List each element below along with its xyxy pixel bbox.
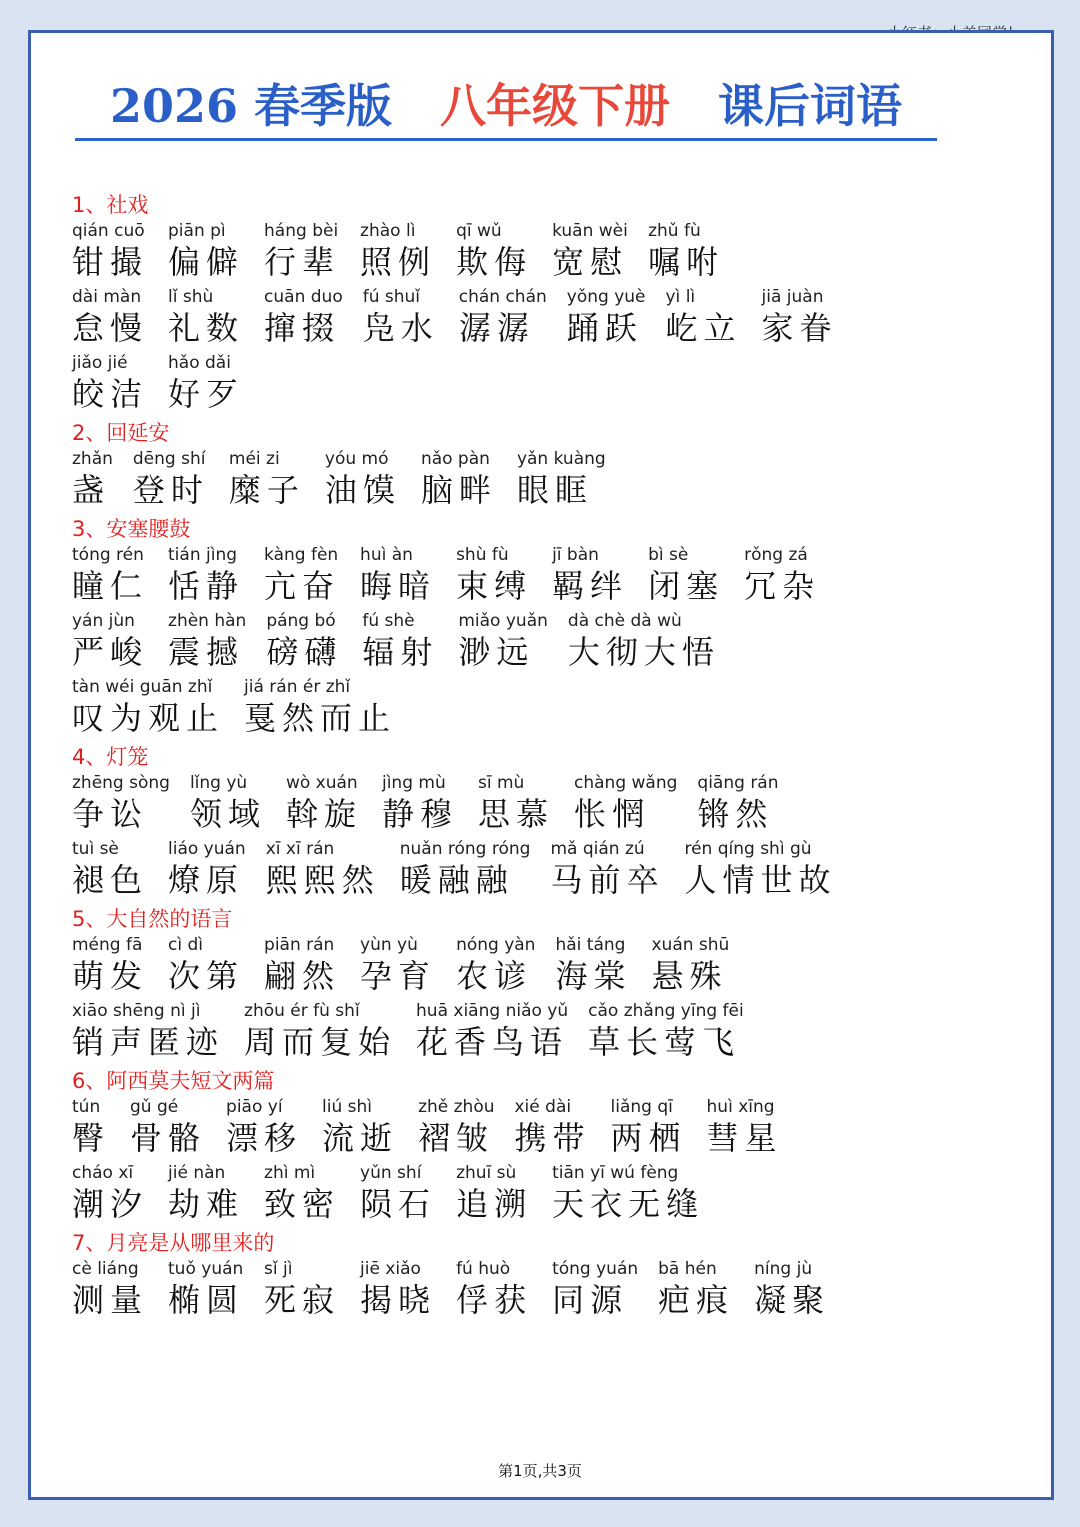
vocab-word [588, 1000, 744, 1066]
hanzi: 测量 [72, 1281, 149, 1319]
hanzi: 暖融融 [399, 861, 514, 899]
word-row [72, 772, 982, 838]
vocab-word [754, 1258, 830, 1324]
vocab-word [552, 544, 628, 610]
vocab-word [72, 676, 224, 742]
vocab-word [72, 1096, 110, 1162]
vocab-word [168, 1258, 244, 1324]
vocab-word [229, 448, 305, 514]
hanzi: 屹立 [665, 309, 742, 347]
pinyin: cháo xī [72, 1163, 134, 1183]
hanzi: 销声匿迹 [72, 1023, 225, 1061]
pinyin: cì dì [168, 935, 204, 955]
pinyin: zhě zhòu [418, 1097, 495, 1117]
hanzi: 追溯 [456, 1185, 533, 1223]
pinyin: huā xiāng niǎo yǔ [416, 1001, 569, 1021]
pinyin: tuǒ yuán [168, 1259, 244, 1279]
pinyin: liáo yuán [168, 839, 246, 859]
hanzi: 羁绊 [552, 567, 629, 605]
pinyin: fú huò [456, 1259, 511, 1279]
vocab-word [456, 220, 532, 286]
vocab-word [360, 1258, 436, 1324]
title-topic: 课后词语 [718, 79, 903, 133]
vocab-word [362, 610, 438, 676]
pinyin: gǔ gé [130, 1097, 179, 1117]
vocab-word [168, 352, 244, 418]
vocab-word [400, 838, 531, 904]
pinyin: jié nàn [168, 1163, 226, 1183]
hanzi: 凫水 [362, 309, 439, 347]
word-row [72, 1000, 982, 1066]
pinyin: zhèn hàn [168, 611, 247, 631]
pinyin: miǎo yuǎn [458, 611, 548, 631]
page-title [75, 79, 937, 141]
vocab-word [72, 1258, 148, 1324]
pinyin: jìng mù [381, 773, 446, 793]
hanzi: 骨骼 [130, 1119, 207, 1157]
vocab-word [363, 286, 439, 352]
hanzi: 周而复始 [244, 1023, 397, 1061]
hanzi: 钳撮 [72, 243, 149, 281]
hanzi: 瞳仁 [72, 567, 149, 605]
hanzi: 漂移 [226, 1119, 303, 1157]
pinyin: zhì mì [264, 1163, 316, 1183]
hanzi: 照例 [360, 243, 437, 281]
pinyin: níng jù [754, 1259, 813, 1279]
hanzi: 翩然 [264, 957, 341, 995]
pinyin: xié dài [514, 1097, 572, 1117]
word-row [72, 448, 982, 514]
hanzi: 登时 [132, 471, 209, 509]
pinyin: bā hén [658, 1259, 717, 1279]
hanzi: 家眷 [761, 309, 838, 347]
vocab-word [707, 1096, 783, 1162]
vocab-word [190, 772, 266, 838]
hanzi: 次第 [168, 957, 245, 995]
pinyin: qī wǔ [456, 221, 502, 241]
pinyin: cuān duo [264, 287, 343, 307]
hanzi: 油馍 [324, 471, 401, 509]
vocab-word [360, 934, 436, 1000]
vocab-word [72, 544, 148, 610]
section-heading: 7、月亮是从哪里来的 [72, 1231, 275, 1255]
vocab-word [762, 286, 838, 352]
hanzi: 磅礴 [266, 633, 343, 671]
word-row [72, 1258, 982, 1324]
hanzi: 眼眶 [516, 471, 593, 509]
hanzi: 撺掇 [264, 309, 341, 347]
pinyin: chán chán [458, 287, 547, 307]
hanzi: 孕育 [360, 957, 437, 995]
vocab-word [416, 1000, 568, 1066]
section-heading: 5、大自然的语言 [72, 907, 233, 931]
pinyin: tóng rén [72, 545, 144, 565]
vocab-word [456, 1258, 532, 1324]
hanzi: 渺远 [458, 633, 535, 671]
hanzi: 好歹 [168, 375, 245, 413]
vocab-word [744, 544, 820, 610]
hanzi: 俘获 [456, 1281, 533, 1319]
pinyin: yùn yù [360, 935, 418, 955]
word-row [72, 934, 982, 1000]
vocab-word [382, 772, 458, 838]
hanzi: 臀 [72, 1119, 111, 1157]
hanzi: 戛然而止 [244, 699, 397, 737]
hanzi: 怅惘 [574, 795, 651, 833]
hanzi: 两栖 [610, 1119, 687, 1157]
word-row [72, 610, 982, 676]
vocab-word [168, 286, 244, 352]
pinyin: jiá rán ér zhǐ [244, 677, 351, 697]
pinyin: huì xīng [706, 1097, 775, 1117]
vocab-word [697, 772, 778, 838]
pinyin: nǎo pàn [420, 449, 490, 469]
section-heading: 2、回延安 [72, 421, 170, 445]
pinyin: wò xuán [285, 773, 358, 793]
hanzi: 争讼 [72, 795, 149, 833]
pinyin: piān pì [168, 221, 226, 241]
vocab-content [72, 190, 982, 1324]
vocab-word [168, 610, 246, 676]
pinyin: lǐ shù [168, 287, 214, 307]
pinyin: méng fā [72, 935, 143, 955]
word-row [72, 352, 982, 418]
pinyin: jiǎo jié [72, 353, 128, 373]
pinyin: hǎi táng [555, 935, 626, 955]
hanzi: 流逝 [322, 1119, 399, 1157]
hanzi: 疤痕 [658, 1281, 735, 1319]
hanzi: 盏 [72, 471, 111, 509]
vocab-word [168, 838, 246, 904]
hanzi: 劫难 [168, 1185, 245, 1223]
word-row [72, 1096, 982, 1162]
vocab-word [168, 220, 244, 286]
pinyin: lǐng yù [189, 773, 248, 793]
pinyin: cǎo zhǎng yīng fēi [588, 1001, 744, 1021]
pinyin: tián jìng [168, 545, 238, 565]
vocab-word [133, 448, 209, 514]
vocab-word [478, 772, 554, 838]
vocab-word [168, 544, 244, 610]
vocab-word [418, 1096, 494, 1162]
pinyin: xuán shū [651, 935, 730, 955]
hanzi: 人情世故 [684, 861, 837, 899]
hanzi: 踊跃 [566, 309, 643, 347]
pinyin: fú shè [362, 611, 415, 631]
pinyin: méi zi [228, 449, 280, 469]
hanzi: 斡旋 [285, 795, 362, 833]
hanzi: 同源 [552, 1281, 629, 1319]
vocab-word [286, 772, 362, 838]
pinyin: yǔn shí [360, 1163, 422, 1183]
hanzi: 椭圆 [168, 1281, 245, 1319]
vocab-word [168, 1162, 244, 1228]
pinyin: rǒng zá [744, 545, 808, 565]
vocab-word [360, 1162, 436, 1228]
hanzi: 叹为观止 [72, 699, 225, 737]
vocab-word [574, 772, 677, 838]
pinyin: qián cuō [72, 221, 145, 241]
hanzi: 思慕 [478, 795, 555, 833]
pinyin: zhǔ fù [648, 221, 701, 241]
hanzi: 晦暗 [360, 567, 437, 605]
hanzi: 燎原 [168, 861, 245, 899]
vocab-word [666, 286, 742, 352]
vocab-word [72, 286, 148, 352]
word-row [72, 286, 982, 352]
vocab-word [459, 286, 547, 352]
hanzi: 大彻大悟 [567, 633, 720, 671]
vocab-word [72, 610, 148, 676]
pinyin: tún [72, 1097, 101, 1117]
vocab-word [648, 220, 724, 286]
vocab-word [651, 934, 729, 1000]
hanzi: 震撼 [168, 633, 245, 671]
vocab-word [360, 544, 436, 610]
pinyin: jiā juàn [761, 287, 824, 307]
vocab-word [456, 934, 535, 1000]
hanzi: 糜子 [228, 471, 305, 509]
hanzi: 致密 [264, 1185, 341, 1223]
vocab-word [266, 610, 342, 676]
pinyin: dài màn [72, 287, 142, 307]
hanzi: 恬静 [168, 567, 245, 605]
hanzi: 亢奋 [264, 567, 341, 605]
hanzi: 花香鸟语 [416, 1023, 569, 1061]
pinyin: sǐ jì [264, 1259, 293, 1279]
vocab-word [456, 544, 532, 610]
pinyin: nuǎn róng róng [399, 839, 531, 859]
pinyin: rén qíng shì gù [684, 839, 812, 859]
hanzi: 怠慢 [72, 309, 149, 347]
title-edition: 2026 春季版 [109, 79, 393, 133]
vocab-word [550, 838, 664, 904]
pinyin: piāo yí [226, 1097, 283, 1117]
vocab-word [456, 1162, 532, 1228]
hanzi: 携带 [514, 1119, 591, 1157]
pinyin: hǎo dǎi [168, 353, 231, 373]
vocab-word [72, 772, 170, 838]
vocab-word [168, 934, 244, 1000]
vocab-word [517, 448, 606, 514]
pinyin: yǎn kuàng [516, 449, 606, 469]
vocab-word [648, 544, 724, 610]
pinyin: yì lì [665, 287, 696, 307]
pinyin: zhào lì [360, 221, 416, 241]
vocab-word [684, 838, 836, 904]
pinyin: zhōu ér fù shǐ [244, 1001, 360, 1021]
pinyin: chàng wǎng [574, 773, 678, 793]
pinyin: liú shì [322, 1097, 373, 1117]
vocab-word [130, 1096, 206, 1162]
vocab-word [264, 286, 343, 352]
vocab-word [515, 1096, 591, 1162]
section-heading: 6、阿西莫夫短文两篇 [72, 1069, 275, 1093]
pinyin: liǎng qī [610, 1097, 673, 1117]
vocab-word [72, 1162, 148, 1228]
page-footer: 第1页,共3页 [498, 1462, 582, 1480]
hanzi: 悬殊 [651, 957, 728, 995]
vocab-word [244, 1000, 396, 1066]
pinyin: yǒng yuè [566, 287, 646, 307]
pinyin: kàng fèn [264, 545, 339, 565]
vocab-word [658, 1258, 734, 1324]
pinyin: nóng yàn [456, 935, 536, 955]
pinyin: dēng shí [132, 449, 206, 469]
title-grade: 八年级下册 [440, 79, 671, 133]
hanzi: 偏僻 [168, 243, 245, 281]
vocab-word [72, 220, 148, 286]
pinyin: yán jùn [72, 611, 135, 631]
hanzi: 欺侮 [456, 243, 533, 281]
section-heading: 3、安塞腰鼓 [72, 517, 191, 541]
vocab-word [72, 934, 148, 1000]
pinyin: shù fù [456, 545, 509, 565]
hanzi: 静穆 [381, 795, 458, 833]
hanzi: 褶皱 [418, 1119, 495, 1157]
vocab-word [322, 1096, 398, 1162]
pinyin: fú shuǐ [362, 287, 421, 307]
pinyin: qiāng rán [697, 773, 779, 793]
hanzi: 严峻 [72, 633, 149, 671]
vocab-word [226, 1096, 302, 1162]
vocab-word [72, 448, 113, 514]
pinyin: zhuī sù [456, 1163, 517, 1183]
hanzi: 宽慰 [552, 243, 629, 281]
hanzi: 彗星 [706, 1119, 783, 1157]
hanzi: 脑畔 [420, 471, 497, 509]
pinyin: bì sè [648, 545, 689, 565]
hanzi: 农谚 [456, 957, 533, 995]
hanzi: 锵然 [697, 795, 774, 833]
hanzi: 皎洁 [72, 375, 149, 413]
vocab-word [72, 352, 148, 418]
hanzi: 嘱咐 [648, 243, 725, 281]
pinyin: zhēng sòng [72, 773, 170, 793]
vocab-word [568, 610, 720, 676]
vocab-word [264, 934, 340, 1000]
pinyin: xiāo shēng nì jì [72, 1001, 201, 1021]
vocab-word [264, 1162, 340, 1228]
hanzi: 辐射 [362, 633, 439, 671]
hanzi: 熙熙然 [265, 861, 380, 899]
vocab-word [72, 1000, 224, 1066]
vocab-word [567, 286, 646, 352]
hanzi: 冗杂 [744, 567, 821, 605]
hanzi: 领域 [189, 795, 266, 833]
vocab-word [72, 838, 148, 904]
vocab-word [325, 448, 401, 514]
pinyin: jī bàn [552, 545, 599, 565]
hanzi: 凝聚 [754, 1281, 831, 1319]
word-row [72, 676, 982, 742]
hanzi: 褪色 [72, 861, 149, 899]
pinyin: sī mù [478, 773, 525, 793]
pinyin: háng bèi [264, 221, 339, 241]
pinyin: tuì sè [72, 839, 119, 859]
hanzi: 草长莺飞 [588, 1023, 741, 1061]
hanzi: 海棠 [555, 957, 632, 995]
hanzi: 潺潺 [458, 309, 535, 347]
vocab-word [264, 1258, 340, 1324]
vocab-word [264, 220, 340, 286]
hanzi: 束缚 [456, 567, 533, 605]
hanzi: 闭塞 [648, 567, 725, 605]
hanzi: 揭晓 [360, 1281, 437, 1319]
vocab-word [552, 1258, 638, 1324]
vocab-word [264, 544, 340, 610]
pinyin: piān rán [264, 935, 335, 955]
hanzi: 礼数 [168, 309, 245, 347]
pinyin: yóu mó [324, 449, 389, 469]
pinyin: mǎ qián zú [550, 839, 645, 859]
vocab-word [555, 934, 631, 1000]
pinyin: cè liáng [72, 1259, 139, 1279]
vocab-word [244, 676, 396, 742]
hanzi: 陨石 [360, 1185, 437, 1223]
hanzi: 马前卒 [550, 861, 665, 899]
word-row [72, 838, 982, 904]
pinyin: páng bó [266, 611, 336, 631]
vocab-word [421, 448, 497, 514]
pinyin: dà chè dà wù [567, 611, 682, 631]
pinyin: zhǎn [72, 449, 113, 469]
section-heading: 1、社戏 [72, 193, 149, 217]
hanzi: 萌发 [72, 957, 149, 995]
word-row [72, 544, 982, 610]
pinyin: kuān wèi [552, 221, 628, 241]
pinyin: tàn wéi guān zhǐ [72, 677, 213, 697]
pinyin: tóng yuán [552, 1259, 639, 1279]
word-row [72, 220, 982, 286]
section-heading: 4、灯笼 [72, 745, 149, 769]
hanzi: 死寂 [264, 1281, 341, 1319]
pinyin: xī xī rán [265, 839, 335, 859]
hanzi: 天衣无缝 [552, 1185, 705, 1223]
vocab-word [360, 220, 436, 286]
vocab-word [552, 220, 628, 286]
word-row [72, 1162, 982, 1228]
vocab-word [266, 838, 380, 904]
hanzi: 行辈 [264, 243, 341, 281]
pinyin: tiān yī wú fèng [552, 1163, 679, 1183]
pinyin: huì àn [360, 545, 413, 565]
pinyin: jiē xiǎo [360, 1259, 421, 1279]
vocab-word [552, 1162, 704, 1228]
vocab-word [458, 610, 548, 676]
hanzi: 潮汐 [72, 1185, 149, 1223]
vocab-word [611, 1096, 687, 1162]
